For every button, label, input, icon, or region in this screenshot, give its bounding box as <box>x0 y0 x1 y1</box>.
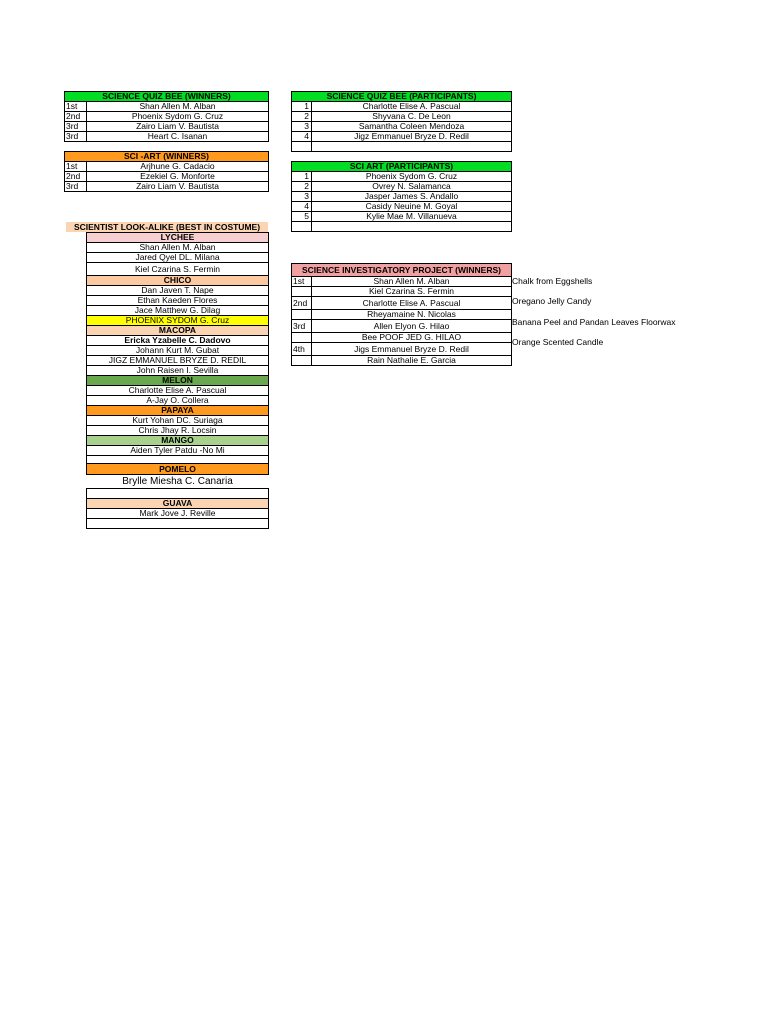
group-papaya: PAPAYA <box>87 406 269 416</box>
table-row: Bee POOF JED G. HILAO <box>292 333 512 343</box>
list-item: Shan Allen M. Alban <box>87 243 269 253</box>
table-row: 2 Ovrey N. Salamanca <box>292 182 512 192</box>
table-row: 2nd Phoenix Sydom G. Cruz <box>65 112 269 122</box>
sip-project-2: Oregano Jelly Candy <box>512 296 592 306</box>
table-row: Rheyamaine N. Nicolas <box>292 310 512 320</box>
table-row: 3 Jasper James S. Andallo <box>292 192 512 202</box>
group-chico: CHICO <box>87 276 269 286</box>
list-item: Jace Matthew G. Dilag <box>87 306 269 316</box>
table-row: 2nd Charlotte Elise A. Pascual <box>292 297 512 310</box>
table-row: 2nd Ezekiel G. Monforte <box>65 172 269 182</box>
group-macopa: MACOPA <box>87 326 269 336</box>
art-participants-table <box>291 161 512 232</box>
list-item: Ethan Kaeden Flores <box>87 296 269 306</box>
table-row: 1st Shan Allen M. Alban <box>65 102 269 112</box>
list-item <box>87 489 269 499</box>
table-row: 5 Kylie Mae M. Villanueva <box>292 212 512 222</box>
table-row: Rain Nathalie E. Garcia <box>292 356 512 366</box>
table-row: 1st Shan Allen M. Alban <box>292 277 512 287</box>
list-item: Mark Jove J. Reville <box>87 509 269 519</box>
list-item: Charlotte Elise A. Pascual <box>87 386 269 396</box>
group-mango: MANGO <box>87 436 269 446</box>
list-item: Johann Kurt M. Gubat <box>87 346 269 356</box>
list-item: Dan Javen T. Nape <box>87 286 269 296</box>
lookalike-title: SCIENTIST LOOK-ALIKE (BEST IN COSTUME) <box>66 222 268 232</box>
sip-table <box>291 263 512 366</box>
lookalike-table <box>86 232 269 529</box>
table-row: 3 Samantha Coleen Mendoza <box>292 122 512 132</box>
table-row: 2 Shyvana C. De Leon <box>292 112 512 122</box>
group-lychee: LYCHEE <box>87 233 269 243</box>
list-item: Kiel Czarina S. Fermin <box>87 263 269 276</box>
table-row: 3rd Allen Elyon G. Hilao <box>292 320 512 333</box>
table-row: 3rd Zairo Liam V. Bautista <box>65 122 269 132</box>
art-winners-title: SCI -ART (WINNERS) <box>65 152 269 162</box>
list-item: Chris Jhay R. Locsin <box>87 426 269 436</box>
table-row: 1st Arjhune G. Cadacio <box>65 162 269 172</box>
table-row: 4th Jigs Emmanuel Bryze D. Redil <box>292 343 512 356</box>
art-participants-title: SCI ART (PARTICIPANTS) <box>292 162 512 172</box>
table-row: 1 Phoenix Sydom G. Cruz <box>292 172 512 182</box>
table-row: 3rd Heart C. Isanan <box>65 132 269 142</box>
sip-project-1: Chalk from Eggshells <box>512 276 593 286</box>
table-row: Kiel Czarina S. Fermin <box>292 287 512 297</box>
list-item: Jared Qyel DL. Milana <box>87 253 269 263</box>
list-item: Kurt Yohan DC. Suriaga <box>87 416 269 426</box>
table-row <box>292 142 512 152</box>
quiz-participants-table <box>291 91 512 152</box>
list-item: John Raisen I. Sevilla <box>87 366 269 376</box>
group-melon: MELON <box>87 376 269 386</box>
list-item: Aiden Tyler Patdu -No Mi <box>87 446 269 456</box>
table-row: 3rd Zairo Liam V. Bautista <box>65 182 269 192</box>
list-item: PHOENIX SYDOM G. Cruz <box>87 316 269 326</box>
list-item: Ericka Yzabelle C. Dadovo <box>87 336 269 346</box>
quiz-winners-title: SCIENCE QUIZ BEE (WINNERS) <box>65 92 269 102</box>
quiz-participants-title: SCIENCE QUIZ BEE (PARTICIPANTS) <box>292 92 512 102</box>
sip-project-3: Banana Peel and Pandan Leaves Floorwax <box>512 317 676 327</box>
sip-title: SCIENCE INVESTIGATORY PROJECT (WINNERS) <box>292 264 512 277</box>
list-item: JIGZ EMMANUEL BRYZE D. REDIL <box>87 356 269 366</box>
table-row: 4 Casidy Neuine M. Goyal <box>292 202 512 212</box>
table-row: 4 Jigz Emmanuel Bryze D. Redil <box>292 132 512 142</box>
art-winners-table <box>64 151 269 192</box>
list-item <box>87 456 269 464</box>
table-row: 1 Charlotte Elise A. Pascual <box>292 102 512 112</box>
quiz-winners-table <box>64 91 269 142</box>
group-pomelo: POMELO <box>87 464 269 475</box>
table-row <box>292 222 512 232</box>
list-item <box>87 519 269 529</box>
group-guava: GUAVA <box>87 499 269 509</box>
sip-project-4: Orange Scented Candle <box>512 337 604 347</box>
list-item: A-Jay O. Collera <box>87 396 269 406</box>
list-item: Brylle Miesha C. Canaria <box>87 475 269 489</box>
